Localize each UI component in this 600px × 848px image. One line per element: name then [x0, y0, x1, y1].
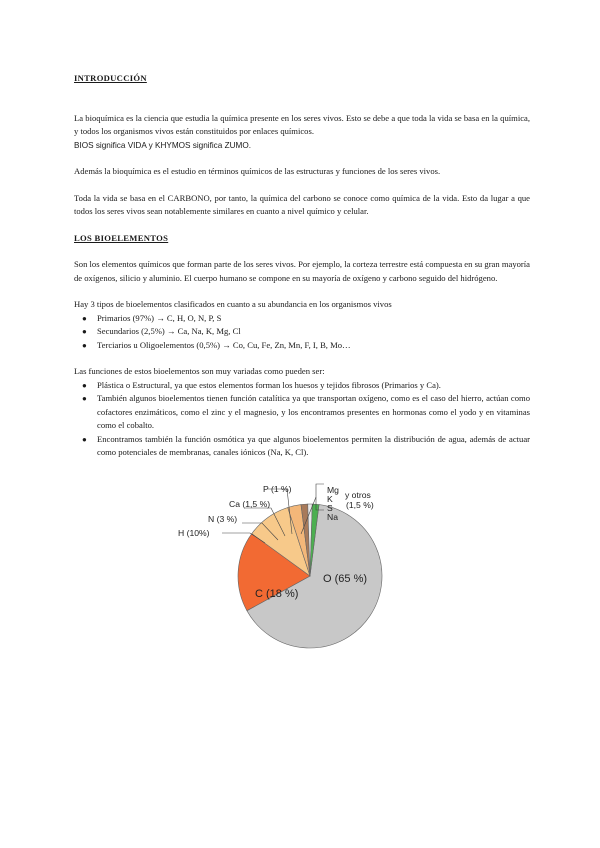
document-page — [74, 72, 530, 460]
functions-list — [74, 379, 530, 460]
slice-label-K: K — [327, 494, 333, 504]
list-item: ● Plástica o Estructural, ya que estos elementos forman los huesos y tejidos fibrosos (Primarios y Ca). — [74, 379, 530, 393]
bullet-icon: ● — [82, 380, 87, 390]
list-item: ● Primarios (97%) → C, H, O, N, P, S — [74, 312, 530, 326]
intro-heading: INTRODUCCIÓN — [74, 73, 147, 83]
slice-label-Ca: Ca (1,5 %) — [229, 499, 271, 509]
intro-paragraph-2: Además la bioquímica es el estudio en términos químicos de las estructuras y funciones de los seres vivos. — [74, 166, 441, 176]
slice-label-H: H (10%) — [178, 528, 210, 538]
intro-paragraph-1b: BIOS significa VIDA y KHYMOS significa ZUMO. — [74, 140, 251, 150]
functions-intro: Las funciones de estos bioelementos son muy variadas como pueden ser: — [74, 366, 325, 376]
bullet-icon: ● — [82, 340, 87, 350]
intro-paragraph-1: La bioquímica es la ciencia que estudia la química presente en los seres vivos. Esto se debe a que toda la vida se basa en la química, y todos los organismos vivos están constituidos por enlaces químicos. — [74, 112, 530, 136]
bullet-icon: ● — [82, 313, 87, 323]
slice-label-others-pct: (1,5 %) — [346, 500, 374, 510]
bioelements-pie-chart — [175, 478, 415, 662]
types-intro: Hay 3 tipos de bioelementos clasificados en cuanto a su abundancia en los organismos vivos — [74, 299, 392, 309]
list-item: ● Encontramos también la función osmótica ya que algunos bioelementos permiten la distribución de agua, además de actuar como potenciales de membranas, canales iónicos (Na, K, Cl). — [82, 433, 530, 457]
slice-label-P: P (1 %) — [263, 484, 292, 494]
intro-paragraph-3: Toda la vida se basa en el CARBONO, por tanto, la química del carbono se conoce como química de la vida. Esto da lugar a que todos los seres vivos sean notablemente similares en cuanto a nivel químico y celular. — [74, 192, 530, 216]
list-item: ● También algunos bioelementos tienen función catalítica ya que transportan oxígeno, como es el caso del hierro, actúan como cofactores enzimáticos, como el zinc y el magnesio, y los encontramos presentes en hormonas como el yodo y en vitaminas como el cobalto. — [82, 393, 530, 430]
slice-label-others: y otros — [345, 490, 371, 500]
slice-label-Na: Na — [327, 512, 338, 522]
bullet-icon: ● — [82, 327, 87, 336]
slice-label-O: O (65 %) — [323, 573, 368, 585]
slice-label-N: N (3 %) — [208, 514, 238, 524]
slice-label-Mg: Mg — [327, 485, 339, 495]
types-list — [74, 312, 530, 353]
bio-heading: LOS BIOELEMENTOS — [74, 232, 169, 243]
bio-paragraph-1: Son los elementos químicos que forman parte de los seres vivos. Por ejemplo, la corteza terrestre está compuesta en su gran mayoría de oxígenos, silicio y aluminio. El cuerpo humano se compone en su mayoría de oxígeno y carbono seguido del hidrógeno. — [74, 259, 530, 283]
slice-label-C: C (18 %) — [255, 588, 299, 600]
bullet-icon: ● — [82, 394, 87, 403]
slice-label-S: S — [327, 503, 333, 513]
list-item: ● Secundarios (2,5%) → Ca, Na, K, Mg, Cl — [74, 325, 530, 339]
bullet-icon: ● — [82, 434, 87, 444]
list-item: ● Terciarios u Oligoelementos (0,5%) → Co, Cu, Fe, Zn, Mn, F, I, B, Mo… — [74, 339, 530, 353]
